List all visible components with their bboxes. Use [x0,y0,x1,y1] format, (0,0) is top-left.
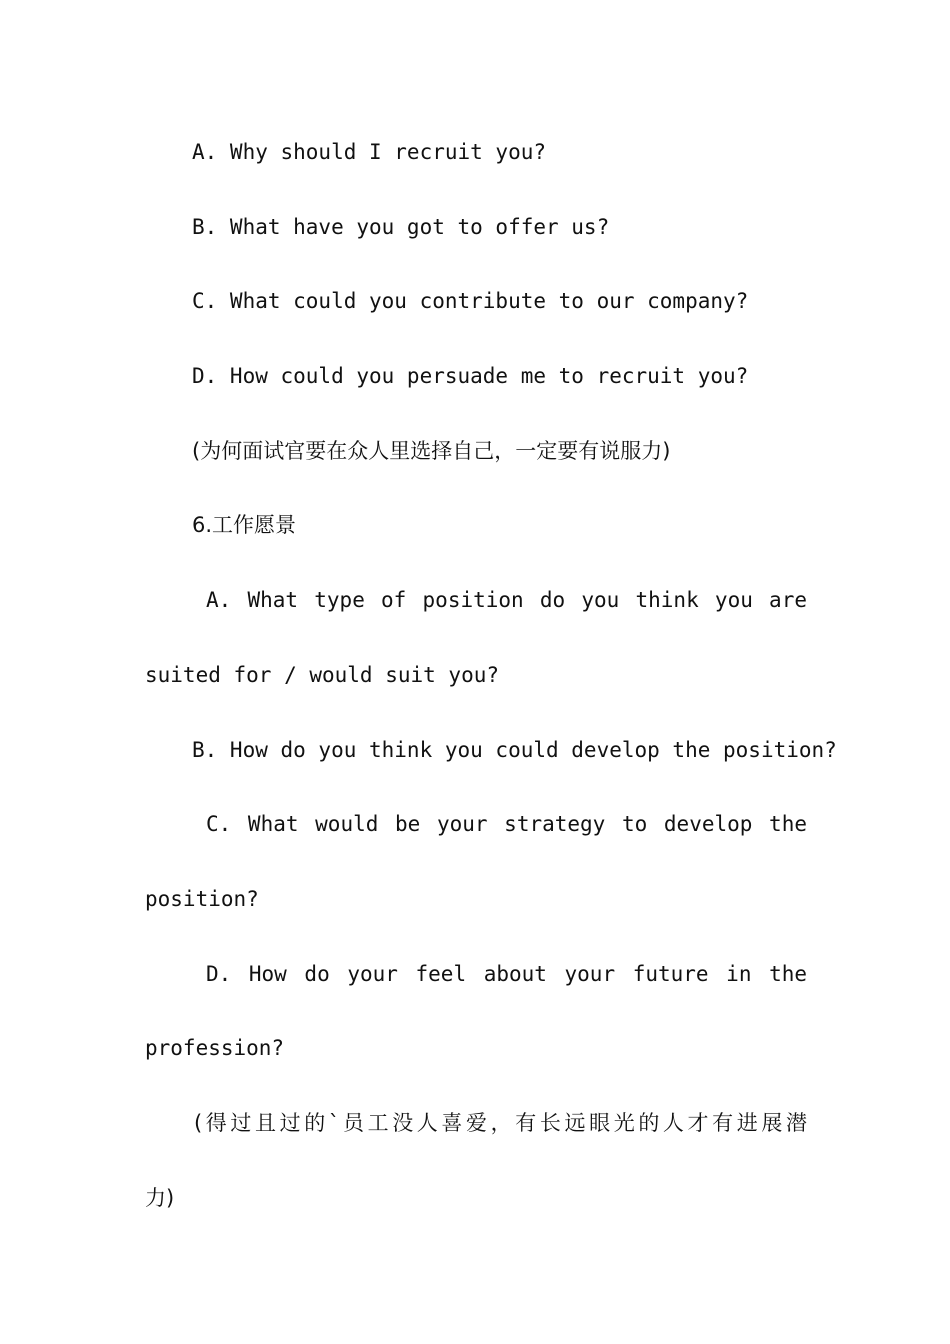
question-d-persuade: D. How could you persuade me to recruit you? [192,364,749,389]
section-heading-work-vision: 6.工作愿景 [192,513,297,538]
note-persuasion: (为何面试官要在众人里选择自己，一定要有说服力) [192,438,671,463]
question-a-position-line1: A. What type of position do you think you are [206,588,807,613]
question-a-recruit: A. Why should I recruit you? [192,140,547,164]
question-b-offer: B. What have you got to offer us? [192,214,610,239]
document-body [145,126,837,1246]
question-a-position-line2: suited for / would suit you? [145,662,500,687]
question-b-develop: B. How do you think you could develop the position? [192,737,837,762]
question-d-future-line2: profession? [145,1036,285,1061]
question-c-strategy-line1: C. What would be your strategy to develop the [206,812,807,837]
note-vision-line2: 力) [145,1185,175,1210]
note-vision-line1: (得过且过的`员工没人喜爱，有长远眼光的人才有进展潜 [194,1110,807,1135]
question-d-future-line1: D. How do your feel about your future in the [206,961,807,986]
question-c-contribute: C. What could you contribute to our company? [192,289,749,314]
question-c-strategy-line2: position? [145,886,259,911]
